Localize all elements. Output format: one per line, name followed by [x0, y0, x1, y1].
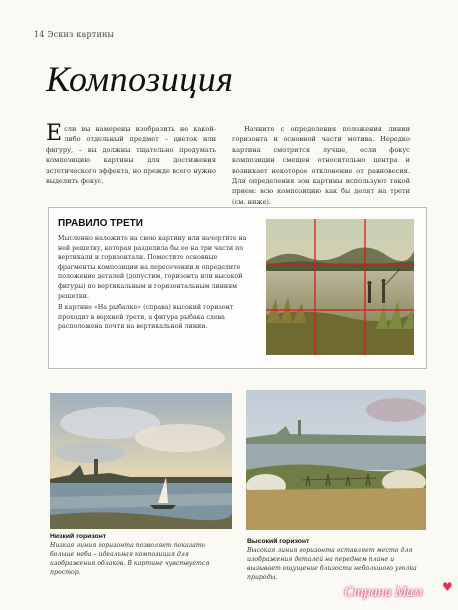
- caption-low-horizon: [50, 532, 230, 577]
- caption-low-body: Низкая линия горизонта позволяет показать больше неба – идеальная композиция для изображения облаков. В картине чувствуется простор.: [50, 542, 210, 576]
- rule-text: [58, 234, 254, 334]
- caption-high-body: Высокая линия горизонта оставляет место для изображения деталей на переднем плане и вызывает ощущение близости небольшого уголка природы.: [247, 547, 417, 581]
- low-horizon-painting: [50, 393, 232, 529]
- rule-paragraph-2: В картине «На рыбалке» (справа) высокий горизонт проходит в верхней трети, а фигура рыбака слева расположена почти на вертикальной линии.: [58, 304, 234, 331]
- rule-paragraph-1: Мысленно наложите на свою картину или начертите на ней решетку, которая разделила бы ее на три части по вертикали и горизонтали. Поместите основные фрагменты композиции на пересечении и определите положение деталей (допустим, горизонта или высокой фигуры) по вертикальным и горизонтальным линиям решетки.: [58, 235, 247, 300]
- caption-high-horizon: [247, 537, 427, 582]
- intro-paragraph-1: сли вы намерены изобразить не какой-либо отдельный предмет – цветок или фигуру, – вы должны тщательно продумать композицию картины для достижения эстетического эффекта, но прежде всего нужно выделить фокус.: [46, 125, 216, 186]
- rule-title: ПРАВИЛО ТРЕТИ: [58, 218, 143, 229]
- caption-low-title: Низкий горизонт: [50, 533, 107, 540]
- caption-high-title: Высокий горизонт: [247, 538, 310, 545]
- intro-column-right: [232, 124, 410, 207]
- high-horizon-painting: [246, 390, 426, 530]
- watermark: Страна Мам: [344, 585, 423, 600]
- drop-cap: Е: [46, 121, 63, 146]
- page-title: Композиция: [46, 59, 234, 99]
- page-header: 14 Эскиз картины: [34, 30, 115, 39]
- intro-column-left: [46, 121, 216, 186]
- intro-paragraph-2: Начните с определения положения линии горизонта и основной части мотива. Нередко картина смотрится лучше, если фокус композиции смещен относительно центра и возникает некоторое отклонение от равновесия. Для определения зон картины используют такой прием: всю композицию как бы делят на трети (см. ниже).: [232, 125, 410, 206]
- heart-icon: ♥: [442, 580, 453, 594]
- fishing-painting: [266, 219, 414, 355]
